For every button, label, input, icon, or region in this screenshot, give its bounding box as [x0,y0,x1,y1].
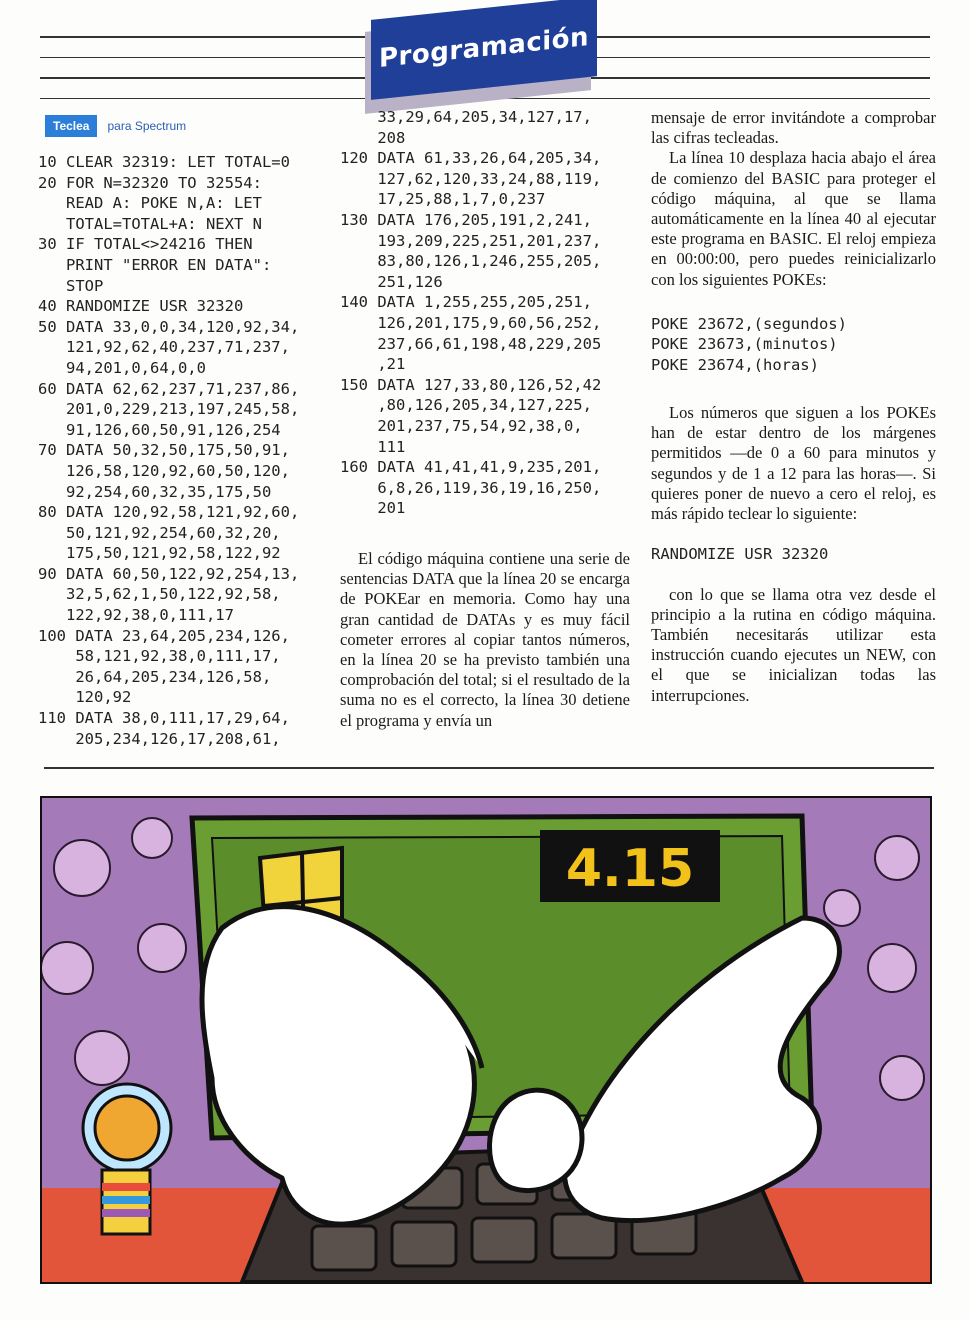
basic-listing-column-1: 10 CLEAR 32319: LET TOTAL=0 20 FOR N=32320 TO 32554: READ A: POKE N,A: LET TOTAL=TOTAL+A: NEXT N 30 IF TOTAL<>24216 THEN PRINT "ERROR EN DATA": STOP 40 RANDOMIZE USR 32320 50 DATA 33,0,0,34,120,92,34, 121,92,62,40,237,71,237, 94,201,0,64,0,0 60 DATA 62,62,237,71,237,86, 201,0,229,213,197,245,58, 91,126,60,50,91,126,254 70 DATA 50,32,50,175,50,91, 126,58,120,92,60,50,120, 92,254,60,32,35,175,50 80 DATA 120,92,58,121,92,60, 50,121,92,254,60,32,20, 175,50,121,92,58,122,92 90 DATA 60,50,122,92,254,13, 32,5,62,1,50,122,92,58, 122,92,38,0,111,17 100 DATA 23,64,205,234,126, 58,121,92,38,0,111,17, 26,64,205,234,126,58, 120,92 110 DATA 38,0,111,17,29,64, 205,234,126,17,208,61, [38,153,300,748]
right-paragraph-3: Los números que siguen a los POKEs han de estar dentro de los márgenes permitidos —de 0 a 60 para minutos y segundos y de 1 a 12 para las horas—. Si quieres poner de nuevo a cero el reloj, es más rápido teclear lo siguiente: [651,403,936,524]
cartoon-illustration [40,796,932,1284]
section-title: Programación [378,21,590,75]
teclea-badge: Teclea [45,115,97,137]
platform-label: para Spectrum [107,119,187,133]
basic-listing-column-2: 33,29,64,205,34,127,17, 208 120 DATA 61,33,26,64,205,34, 127,62,120,33,24,88,119, 17,25,88,1,7,0,237 130 DATA 176,205,191,2,241, 193,209,225,251,201,237, 83,80,126,1,246,255,205, 251,126 140 DATA 1,255,255,205,251, 126,201,175,9,60,56,252, 237,66,61,198,48,229,205 ,21 150 DATA 127,33,80,126,52,42 ,80,126,205,34,127,225, 201,237,75,54,92,38,0, 111 160 DATA 41,41,41,9,235,201, 6,8,26,119,36,19,16,250, 201 [340,108,602,518]
right-column [651,108,936,706]
right-paragraph-1: mensaje de error invitándote a comprobar las cifras tecleadas. [651,108,936,148]
right-paragraph-2: La línea 10 desplaza hacia abajo el área de comienzo del BASIC para proteger el código máquina, al que se llama automáticamente en la línea 40 al ejecutar este programa en BASIC. El reloj empieza en 00:00:00, pero puedes reinicializarlo con los siguientes POKEs: [651,148,936,289]
section-separator [44,767,934,769]
randomize-command: RANDOMIZE USR 32320 [651,545,829,564]
middle-column-text [340,549,630,731]
clock-time: 4.15 [565,839,695,899]
right-paragraph-4: con lo que se llama otra vez desde el principio a la rutina en código máquina. También necesitarás utilizar esta instrucción cuando ejecutes un NEW, con el que se inicializan todas las interrupciones. [651,584,936,705]
program-tag [45,115,186,137]
section-banner [365,8,597,96]
pokes-listing: POKE 23672,(segundos) POKE 23673,(minutos) POKE 23674,(horas) [651,314,847,374]
explanation-paragraph: El código máquina contiene una serie de sentencias DATA que la línea 20 se encarga de POKEar en memoria. Como hay una gran cantidad de DATAs y es muy fácil cometer errores al copiar tantos números, en la línea 20 se ha previsto también una comprobación del total; si el resultado de la suma no es el correcto, la línea 30 detiene el programa y envía un [340,549,630,730]
